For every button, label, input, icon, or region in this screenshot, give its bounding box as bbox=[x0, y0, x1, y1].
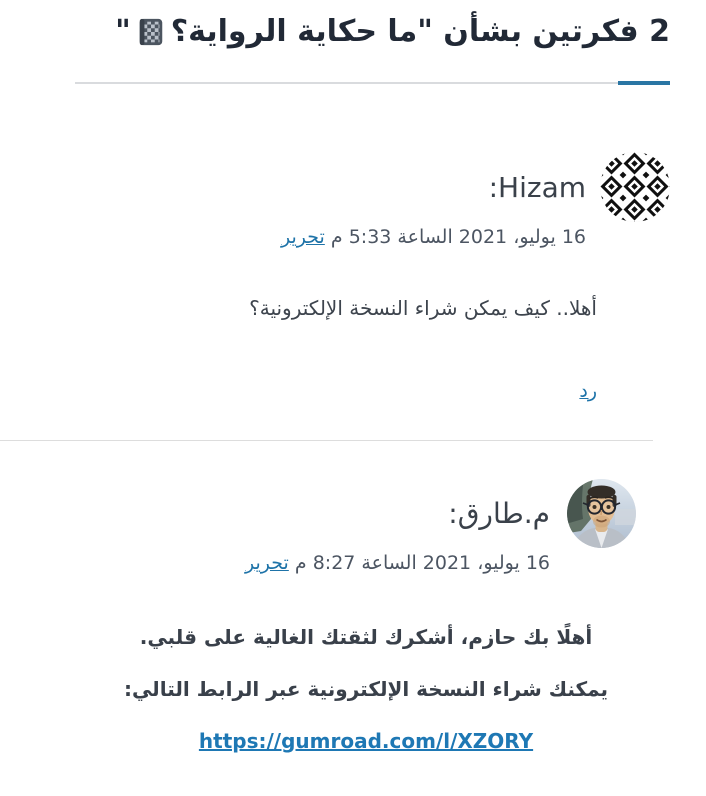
title-divider-accent bbox=[618, 81, 670, 85]
comment-item bbox=[36, 152, 670, 402]
edit-link[interactable]: تحرير bbox=[281, 226, 325, 248]
comment-meta bbox=[36, 152, 670, 248]
comment-author: م.طارق: bbox=[448, 497, 550, 530]
edit-link[interactable]: تحرير bbox=[245, 552, 289, 574]
comment-separator bbox=[0, 440, 653, 441]
title-close-quote: " bbox=[115, 14, 131, 49]
comment-author: Hizam: bbox=[488, 170, 586, 204]
notebook-emoji-icon bbox=[136, 20, 166, 55]
comment-item bbox=[36, 479, 636, 756]
comment-meta bbox=[36, 479, 636, 574]
comment-body: أهلا.. كيف يمكن شراء النسخة الإلكترونية؟ bbox=[249, 296, 597, 320]
title-divider bbox=[75, 82, 670, 84]
comment-body-line: أهلًا بك حازم، أشكرك لثقتك الغالية على قلبي. bbox=[139, 625, 593, 649]
title-text: 2 فكرتين بشأن "ما حكاية الرواية؟ bbox=[170, 14, 670, 49]
geometric-pattern-avatar bbox=[600, 152, 670, 222]
comments-count-title bbox=[36, 0, 670, 62]
reply-row bbox=[36, 380, 597, 402]
nested-comment-area bbox=[0, 479, 706, 756]
photo-man-glasses-avatar bbox=[567, 479, 636, 548]
comment-date: 16 يوليو، 2021 الساعة 8:27 م bbox=[294, 552, 550, 574]
comment-body-line: يمكنك شراء النسخة الإلكترونية عبر الرابط التالي: bbox=[123, 677, 609, 701]
reply-link[interactable]: رد bbox=[579, 380, 597, 402]
comment-date: 16 يوليو، 2021 الساعة 5:33 م bbox=[330, 226, 586, 248]
gumroad-link[interactable]: https://gumroad.com/l/XZORY bbox=[198, 729, 534, 753]
comment-body bbox=[96, 622, 636, 756]
comment-info bbox=[281, 152, 586, 248]
comment-date-row bbox=[281, 226, 586, 248]
comment-date-row bbox=[245, 552, 550, 574]
comment-body-link-line bbox=[96, 726, 636, 756]
comment-info bbox=[245, 479, 550, 574]
